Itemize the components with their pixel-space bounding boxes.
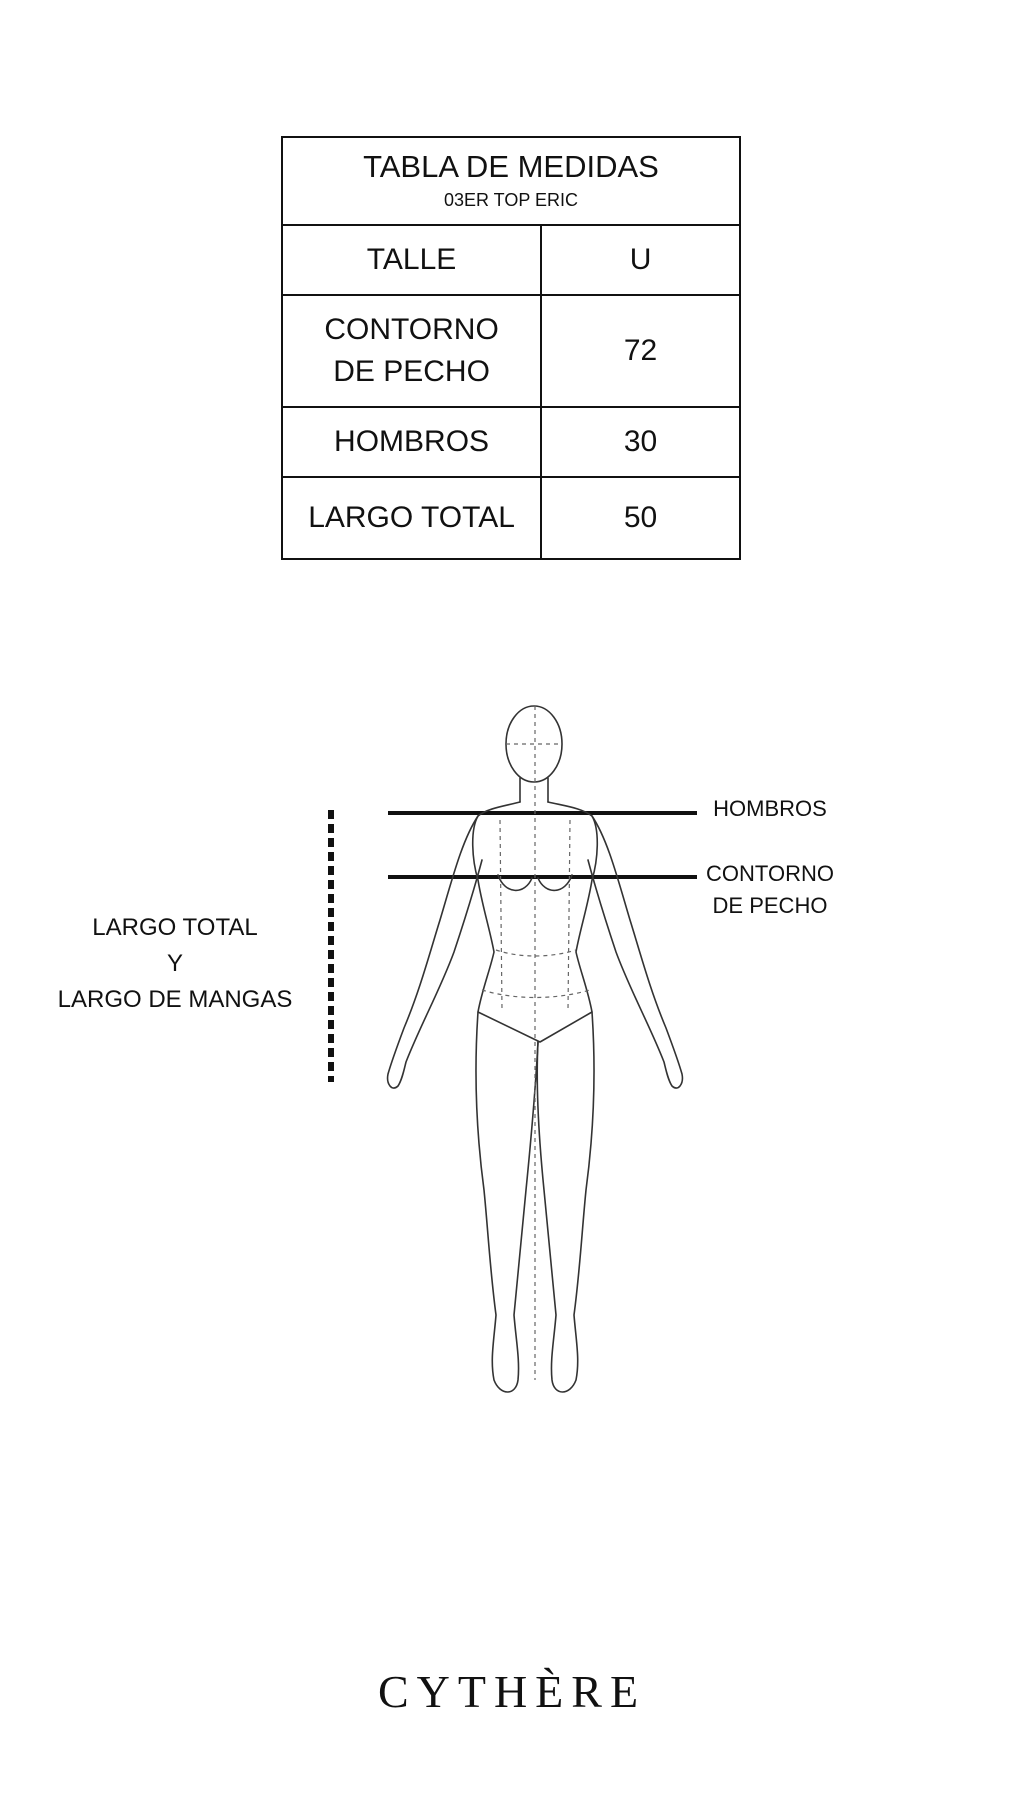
contorno-pecho-annotation-line1: CONTORNO <box>706 861 834 886</box>
table-title: TABLA DE MEDIDAS <box>363 149 659 184</box>
largo-total-annotation-line1: LARGO TOTAL <box>92 914 258 941</box>
contorno-pecho-label-line2: DE PECHO <box>333 355 490 388</box>
figure-leg-right <box>537 1012 594 1392</box>
largo-total-value: 50 <box>541 477 740 559</box>
table-row-largo-total <box>282 477 740 559</box>
hombros-label: HOMBROS <box>282 407 541 477</box>
talle-value: U <box>541 225 740 295</box>
size-table <box>281 136 741 560</box>
largo-total-annotation-line2: Y <box>166 950 183 977</box>
table-title-row <box>282 137 740 225</box>
contorno-pecho-annotation <box>690 858 850 922</box>
table-row-talle <box>282 225 740 295</box>
figure-arm-left <box>388 816 482 1088</box>
table-row-contorno-pecho <box>282 295 740 407</box>
contorno-pecho-value: 72 <box>541 295 740 407</box>
largo-total-annotation-line3: LARGO DE MANGAS <box>57 986 293 1013</box>
contorno-pecho-label <box>282 295 541 407</box>
hombros-value: 30 <box>541 407 740 477</box>
hombros-annotation: HOMBROS <box>713 796 827 821</box>
fashion-figure-outline <box>388 706 683 1392</box>
brand-logo-text: CYTHÈRE <box>377 1666 647 1717</box>
contorno-pecho-label-line1: CONTORNO <box>324 313 499 346</box>
table-row-hombros <box>282 407 740 477</box>
figure-leg-left <box>476 1012 538 1392</box>
largo-total-annotation <box>40 910 310 1018</box>
talle-label: TALLE <box>282 225 541 295</box>
figure-arm-right <box>588 816 682 1088</box>
table-title-cell <box>282 137 740 225</box>
contorno-pecho-annotation-line2: DE PECHO <box>712 893 828 918</box>
table-subtitle: 03ER TOP ERIC <box>443 190 579 210</box>
body-measurement-diagram <box>0 690 1024 1480</box>
largo-total-label: LARGO TOTAL <box>282 477 541 559</box>
